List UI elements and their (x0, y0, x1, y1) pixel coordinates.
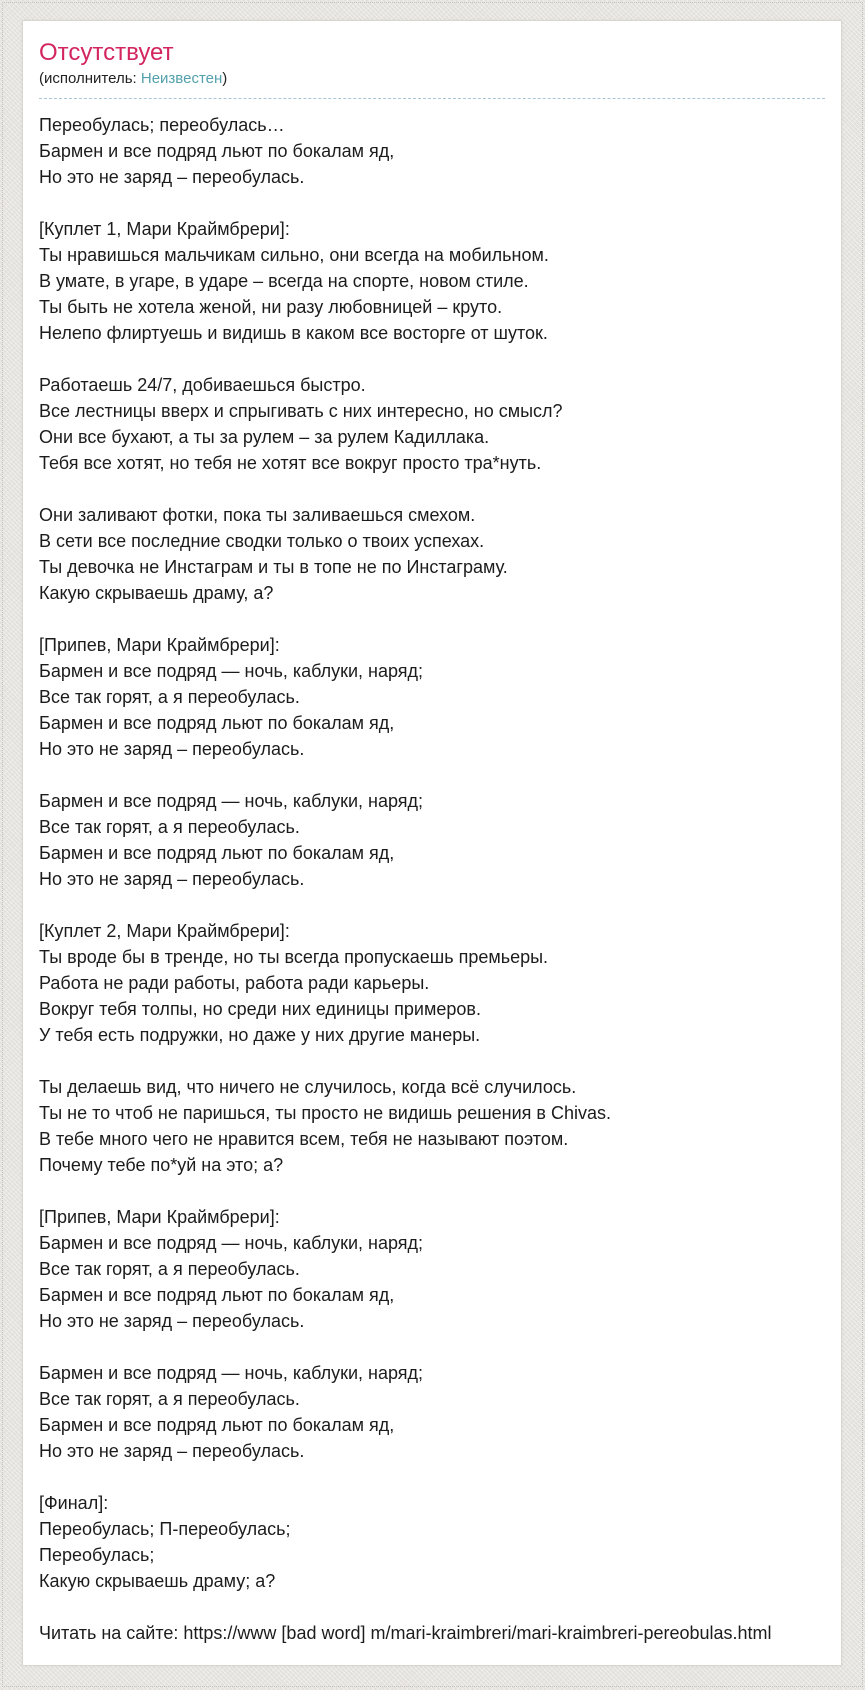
lyric-line: Они все бухают, а ты за рулем – за рулем Кадиллака. (39, 427, 490, 447)
lyric-line: Бармен и все подряд льют по бокалам яд, (39, 141, 395, 161)
lyric-line: Но это не заряд – переобулась. (39, 1311, 305, 1331)
artist-prefix: (исполнитель: (39, 70, 141, 87)
lyric-line: [Финал]: (39, 1493, 109, 1513)
lyric-line: Бармен и все подряд льют по бокалам яд, (39, 713, 395, 733)
lyric-stanza (39, 216, 825, 346)
lyric-line: [Припев, Мари Краймбрери]: (39, 635, 280, 655)
lyric-line: Они заливают фотки, пока ты заливаешься смехом. (39, 505, 476, 525)
song-title-link[interactable]: Отсутствует (39, 39, 174, 66)
artist-suffix: ) (222, 70, 228, 87)
lyric-line: Работаешь 24/7, добиваешься быстро. (39, 375, 366, 395)
lyric-line: Но это не заряд – переобулась. (39, 167, 305, 187)
lyric-line: Ты девочка не Инстаграм и ты в топе не по Инстаграму. (39, 557, 508, 577)
lyric-line: Переобулась; переобулась… (39, 115, 285, 135)
content-card (22, 20, 842, 1666)
lyric-stanza (39, 1074, 825, 1178)
lyric-line: Переобулась; П-переобулась; (39, 1519, 291, 1539)
lyric-line: Работа не ради работы, работа ради карьеры. (39, 973, 430, 993)
lyric-line: Бармен и все подряд — ночь, каблуки, наряд; (39, 791, 424, 811)
lyric-stanza (39, 1490, 825, 1594)
lyric-line: Ты быть не хотела женой, ни разу любовницей – круто. (39, 297, 503, 317)
lyric-stanza (39, 918, 825, 1048)
lyric-line: Нелепо флиртуешь и видишь в каком все восторге от шуток. (39, 323, 548, 343)
lyric-line: Но это не заряд – переобулась. (39, 869, 305, 889)
lyric-line: В сети все последние сводки только о твоих успехах. (39, 531, 485, 551)
lyric-line: Но это не заряд – переобулась. (39, 739, 305, 759)
lyric-line: Все так горят, а я переобулась. (39, 687, 300, 707)
lyric-line: Бармен и все подряд льют по бокалам яд, (39, 843, 395, 863)
lyrics (39, 112, 825, 1594)
lyric-stanza (39, 632, 825, 762)
lyric-stanza (39, 1360, 825, 1464)
lyric-line: Все так горят, а я переобулась. (39, 817, 300, 837)
lyric-line: Все так горят, а я переобулась. (39, 1389, 300, 1409)
lyric-line: Ты не то чтоб не паришься, ты просто не видишь решения в Chivas. (39, 1103, 611, 1123)
lyric-line: Вокруг тебя толпы, но среди них единицы примеров. (39, 999, 481, 1019)
read-on-site-line: Читать на сайте: https://www [bad word] m/mari-kraimbreri/mari-kraimbreri-pereobulas.html (39, 1623, 772, 1643)
artist-line (39, 69, 825, 99)
lyric-stanza (39, 112, 825, 190)
artist-link[interactable]: Неизвестен (140, 70, 223, 87)
lyric-line: Все так горят, а я переобулась. (39, 1259, 300, 1279)
lyric-line: Ты делаешь вид, что ничего не случилось, когда всё случилось. (39, 1077, 577, 1097)
lyric-stanza (39, 788, 825, 892)
lyric-line: Бармен и все подряд льют по бокалам яд, (39, 1415, 395, 1435)
lyric-stanza (39, 502, 825, 606)
lyric-line: У тебя есть подружки, но даже у них другие манеры. (39, 1025, 481, 1045)
lyric-line: Почему тебе по*уй на это; а? (39, 1155, 284, 1175)
lyric-line: Переобулась; (39, 1545, 155, 1565)
lyric-line: Тебя все хотят, но тебя не хотят все вокруг просто тра*нуть. (39, 453, 542, 473)
lyric-line: Но это не заряд – переобулась. (39, 1441, 305, 1461)
lyric-line: Какую скрываешь драму; а? (39, 1571, 276, 1591)
lyric-line: Какую скрываешь драму, а? (39, 583, 274, 603)
lyric-line: Ты нравишься мальчикам сильно, они всегда на мобильном. (39, 245, 549, 265)
lyric-line: [Припев, Мари Краймбрери]: (39, 1207, 280, 1227)
lyric-line: В умате, в угаре, в ударе – всегда на спорте, новом стиле. (39, 271, 529, 291)
lyric-line: Ты вроде бы в тренде, но ты всегда пропускаешь премьеры. (39, 947, 549, 967)
lyric-line: Бармен и все подряд — ночь, каблуки, наряд; (39, 1233, 424, 1253)
lyric-line: [Куплет 2, Мари Краймбрери]: (39, 921, 290, 941)
lyric-line: Бармен и все подряд льют по бокалам яд, (39, 1285, 395, 1305)
lyric-line: В тебе много чего не нравится всем, тебя не называют поэтом. (39, 1129, 569, 1149)
lyric-line: Бармен и все подряд — ночь, каблуки, наряд; (39, 661, 424, 681)
lyric-line: [Куплет 1, Мари Краймбрери]: (39, 219, 290, 239)
lyric-stanza (39, 372, 825, 476)
lyric-line: Все лестницы вверх и спрыгивать с них интересно, но смысл? (39, 401, 563, 421)
lyric-line: Бармен и все подряд — ночь, каблуки, наряд; (39, 1363, 424, 1383)
lyric-stanza (39, 1204, 825, 1334)
